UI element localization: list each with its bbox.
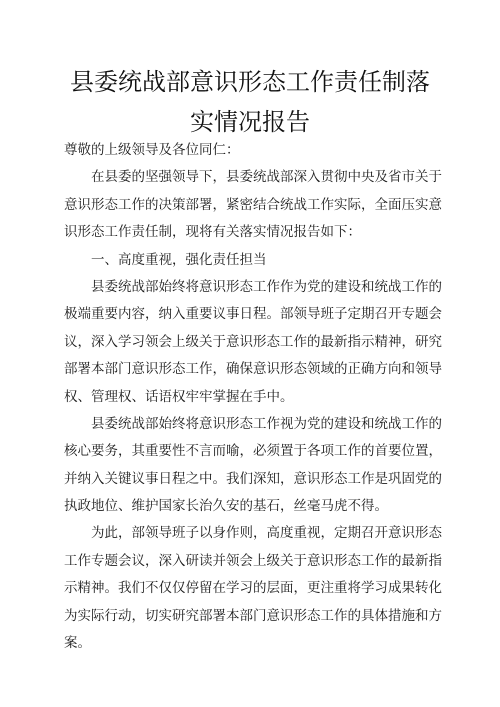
paragraph-line: 议，深入学习领会上级关于意识形态工作的最新指示精神，研究 (64, 333, 442, 350)
section-heading: 一、高度重视，强化责任担当 (91, 251, 267, 268)
paragraph-line: 在县委的坚强领导下，县委统战部深入贯彻中央及省市关于 (91, 169, 442, 186)
document-title-line-2: 实情况报告 (190, 108, 310, 136)
paragraph-line: 为实际行动，切实研究部署本部门意识形态工作的具体措施和方 (64, 607, 442, 624)
paragraph-line: 县委统战部始终将意识形态工作作为党的建设和统战工作的 (91, 278, 442, 295)
paragraph-line: 部署本部门意识形态工作，确保意识形态领域的正确方向和领导 (64, 361, 442, 378)
paragraph-line: 县委统战部始终将意识形态工作视为党的建设和统战工作的 (91, 415, 442, 432)
paragraph-3 (64, 411, 442, 521)
paragraph-line: 执政地位、维护国家长治久安的基石，丝毫马虎不得。 (64, 498, 388, 515)
paragraph-line: 并纳入关键议事日程之中。我们深知，意识形态工作是巩固党的 (64, 470, 442, 487)
document-body (64, 137, 442, 657)
document-title-line-1: 县委统战部意识形态工作责任制落 (70, 68, 430, 96)
salutation: 尊敬的上级领导及各位同仁： (64, 142, 240, 158)
paragraph-line: 工作专题会议，深入研读并领会上级关于意识形态工作的最新指 (64, 552, 442, 569)
paragraph-line: 意识形态工作的决策部署，紧密结合统战工作实际，全面压实意 (64, 196, 442, 213)
paragraph-1 (64, 164, 442, 246)
paragraph-line: 示精神。我们不仅仅停留在学习的层面，更注重将学习成果转化 (64, 580, 442, 597)
paragraph-line: 为此，部领导班子以身作则，高度重视，定期召开意识形态 (91, 525, 442, 542)
paragraph-line: 识形态工作责任制，现将有关落实情况报告如下： (64, 224, 361, 241)
paragraph-line: 案。 (64, 635, 91, 652)
paragraph-2 (64, 274, 442, 411)
paragraph-4 (64, 520, 442, 657)
paragraph-line: 核心要务，其重要性不言而喻，必须置于各项工作的首要位置， (64, 443, 442, 460)
paragraph-line: 极端重要内容，纳入重要议事日程。部领导班子定期召开专题会 (64, 306, 442, 323)
paragraph-line: 权、管理权、话语权牢牢掌握在手中。 (64, 388, 294, 405)
